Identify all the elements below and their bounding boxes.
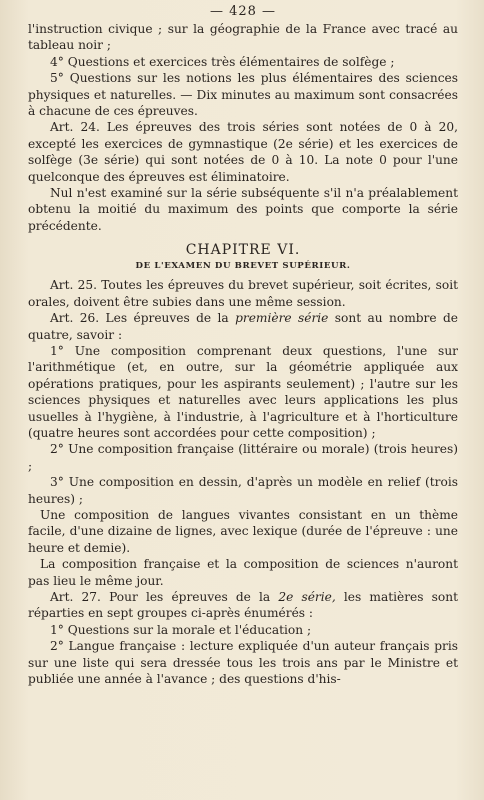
chapter-subtitle: DE L'EXAMEN DU BREVET SUPÉRIEUR. (135, 261, 351, 272)
article-26-emphasis: première série (235, 311, 329, 326)
text-paragraph: l'instruction civique ; sur la géographie de la France avec tracé au tableau noir ; (28, 22, 458, 53)
list-item: 1° Une composition comprenant deux questions, l'une sur l'arithmétique (et, en outre, sur la géométrie appliquée aux opérations pratiques, pour les aspirants seulement) ; l'autre sur les sciences physiques et naturelles avec leurs applications les plus usuelles à l'hygiène, à l'industrie, à l'agriculture et à l'horticulture (quatre heures sont accordées pour cette composition) ; (28, 343, 458, 440)
list-item: Une composition de langues vivantes consistant en un thème facile, d'une dizaine de lignes, avec lexique (durée de l'épreuve : une heure et demie). (28, 507, 458, 555)
list-item: 3° Une composition en dessin, d'après un modèle en relief (trois heures) ; (28, 475, 458, 506)
article-26-text-end: sont au nombre de quatre, savoir : (28, 311, 458, 342)
article-27-emphasis: 2e série, (278, 590, 336, 604)
text-paragraph: 5° Questions sur les notions les plus élémentaires des sciences physiques et naturelles. — Dix minutes au maximum sont consacrées à chacune de ces épreuves. (28, 71, 458, 119)
chapter-title: CHAPITRE VI. (185, 242, 301, 259)
list-item: 1° Questions sur la morale et l'éducation ; (50, 622, 312, 637)
article-25: Art. 25. Toutes les épreuves du brevet supérieur, soit écrites, soit orales, doivent être subies dans une même session. (28, 278, 458, 309)
list-item: 2° Une composition française (littéraire ou morale) (trois heures) ; (28, 442, 458, 473)
list-item: 2° Langue française : lecture expliquée d'un auteur français pris sur une liste qui sera dressée tous les trois ans par le Ministre et publiée une année à l'avance ; des questions d'his- (28, 639, 458, 687)
list-item: La composition française et la composition de sciences n'auront pas lieu le même jour. (28, 557, 458, 588)
text-paragraph: 4° Questions et exercices très élémentaires de solfège ; (50, 54, 395, 69)
page-number: — 428 — (209, 4, 277, 19)
article-27-text: Art. 27. Pour les épreuves de la (50, 590, 279, 604)
article-27-text-end: les matières sont réparties en sept groupes ci-après énumérés : (28, 590, 459, 621)
article-26-text: Art. 26. Les épreuves de la (50, 311, 236, 326)
article-26 (28, 310, 458, 343)
text-paragraph: Nul n'est examiné sur la série subséquente s'il n'a préalablement obtenu la moitié du maximum des points que comporte la série précédente. (28, 186, 458, 233)
article-24: Art. 24. Les épreuves des trois séries sont notées de 0 à 20, excepté les exercices de gymnastique (2e série) et les exercices de solfège (3e série) qui sont notées de 0 à 10. La note 0 pour l'une quelconque des épreuves est éliminatoire. (28, 120, 458, 184)
article-27 (28, 589, 458, 622)
